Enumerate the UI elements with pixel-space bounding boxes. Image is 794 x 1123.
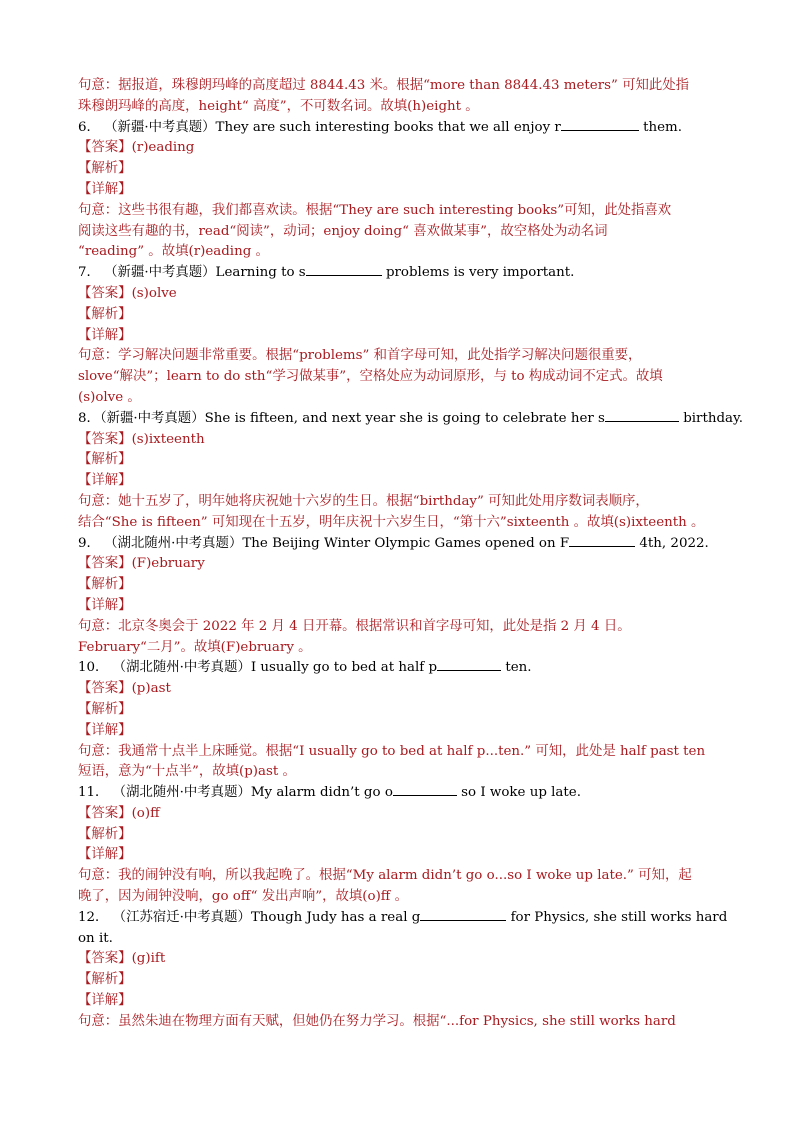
- question-9: [78, 534, 734, 659]
- answer-row: [78, 284, 734, 305]
- analysis-tag: 【解析】: [78, 826, 132, 842]
- analysis-tag: 【解析】: [78, 306, 132, 322]
- answer-value: (p)ast: [131, 681, 171, 697]
- answer-value: (s)ixteenth: [131, 431, 205, 447]
- question-text: 6． （新疆·中考真题）They are such interesting books that we all enjoy r them.: [78, 119, 682, 135]
- answer-blank: [561, 118, 639, 131]
- answer-tag: 【答案】: [78, 805, 132, 821]
- question-7: [78, 263, 734, 409]
- analysis-tag: 【解析】: [78, 161, 132, 177]
- answer-tag: 【答案】: [78, 285, 132, 301]
- answer-row: [78, 430, 734, 451]
- answer-value: (s)olve: [131, 285, 177, 301]
- answer-row: [78, 138, 734, 159]
- meaning-line: 句意：据报道，珠穆朗玛峰的高度超过 8844.43 米。根据“more than 8844.43 meters” 可知此处指: [78, 78, 690, 93]
- meaning-line: 句意：北京冬奥会于 2022 年 2 月 4 日开幕。根据常识和首字母可知，此处是指 2 月 4 日。: [78, 618, 631, 634]
- question-text: 11． （湖北随州·中考真题）My alarm didn’t go o so I woke up late.: [78, 785, 581, 801]
- question-11: [78, 783, 734, 908]
- analysis-tag: 【解析】: [78, 701, 132, 717]
- meaning-line: 结合“She is fifteen” 可知现在十五岁，明年庆祝十六岁生日，“第十六”sixteenth 。故填(s)ixteenth 。: [78, 514, 705, 530]
- meaning-line: 句意：她十五岁了，明年她将庆祝她十六岁的生日。根据“birthday” 可知此处用序数词表顺序，: [78, 493, 649, 509]
- meaning-line: 句意：我的闹钟没有响，所以我起晚了。根据“My alarm didn’t go o...so I woke up late.” 可知，起: [78, 868, 692, 884]
- document-body: [78, 76, 744, 1033]
- meaning-line: “reading” 。故填(r)eading 。: [78, 244, 269, 260]
- answer-value: (g)ift: [131, 951, 166, 967]
- answer-blank: [605, 409, 679, 422]
- meaning-line: 阅读这些有趣的书，read“阅读”，动词；enjoy doing“ 喜欢做某事”，故空格处为动名词: [78, 223, 608, 239]
- meaning-line: 晚了，因为闹钟没响，go off“ 发出声响”，故填(o)ff 。: [78, 889, 408, 905]
- meaning-line: 句意：我通常十点半上床睡觉。根据“I usually go to bed at half p...ten.” 可知，此处是 half past ten: [78, 743, 706, 759]
- question-text: 7． （新疆·中考真题）Learning to s problems is very important.: [78, 265, 575, 281]
- answer-row: [78, 804, 734, 825]
- answer-row: [78, 679, 734, 700]
- meaning-line: 句意：学习解决问题非常重要。根据“problems” 和首字母可知，此处指学习解决问题很重要，: [78, 348, 642, 364]
- answer-blank: [306, 263, 382, 276]
- meaning-line: (s)olve 。: [78, 389, 141, 405]
- detail-tag: 【详解】: [78, 847, 132, 863]
- answer-tag: 【答案】: [78, 681, 132, 697]
- answer-blank: [420, 908, 506, 921]
- answer-blank: [569, 534, 635, 547]
- answer-value: (r)eading: [131, 140, 195, 156]
- meaning-line: 句意：虽然朱迪在物理方面有天赋，但她仍在努力学习。根据“...for Physics, she still works hard: [78, 1013, 676, 1029]
- detail-tag: 【详解】: [78, 327, 132, 343]
- answer-value: (F)ebruary: [131, 556, 205, 572]
- answer-row: [78, 554, 734, 575]
- analysis-tag: 【解析】: [78, 452, 132, 468]
- question-text: 10． （湖北随州·中考真题）I usually go to bed at half p ten.: [78, 660, 532, 676]
- answer-blank: [437, 658, 501, 671]
- answer-tag: 【答案】: [78, 431, 132, 447]
- meaning-line: February“二月”。故填(F)ebruary 。: [78, 639, 312, 655]
- question-text: 12． （江苏宿迁·中考真题）Though Judy has a real g for Physics, she still works hard: [78, 909, 728, 925]
- analysis-tag: 【解析】: [78, 577, 132, 593]
- question-text-continued: on it.: [78, 930, 113, 946]
- question-8: [78, 409, 744, 534]
- question-6: [78, 118, 734, 264]
- meaning-line: 短语，意为“十点半”，故填(p)ast 。: [78, 764, 296, 780]
- detail-tag: 【详解】: [78, 597, 132, 613]
- detail-tag: 【详解】: [78, 473, 132, 489]
- answer-tag: 【答案】: [78, 140, 132, 156]
- meaning-line: 句意：这些书很有趣，我们都喜欢读。根据“They are such interesting books”可知，此处指喜欢: [78, 202, 672, 218]
- answer-row: [78, 949, 734, 970]
- answer-blank: [393, 783, 457, 796]
- item-5-explanation: [78, 76, 734, 118]
- question-text: 9． （湖北随州·中考真题）The Beijing Winter Olympic Games opened on F 4th, 2022.: [78, 535, 709, 551]
- detail-tag: 【详解】: [78, 181, 132, 197]
- answer-tag: 【答案】: [78, 951, 132, 967]
- analysis-tag: 【解析】: [78, 972, 132, 988]
- meaning-line: slove“解决”；learn to do sth“学习做某事”，空格处应为动词原形，与 to 构成动词不定式。故填: [78, 369, 663, 385]
- meaning-line: 珠穆朗玛峰的高度，height“ 高度”，不可数名词。故填(h)eight 。: [78, 98, 479, 114]
- question-text: 8．（新疆·中考真题）She is fifteen, and next year she is going to celebrate her s birthday.: [78, 410, 744, 426]
- answer-tag: 【答案】: [78, 556, 132, 572]
- detail-tag: 【详解】: [78, 722, 132, 738]
- detail-tag: 【详解】: [78, 993, 132, 1009]
- question-12: [78, 908, 734, 1033]
- question-10: [78, 658, 734, 783]
- answer-value: (o)ff: [131, 805, 160, 821]
